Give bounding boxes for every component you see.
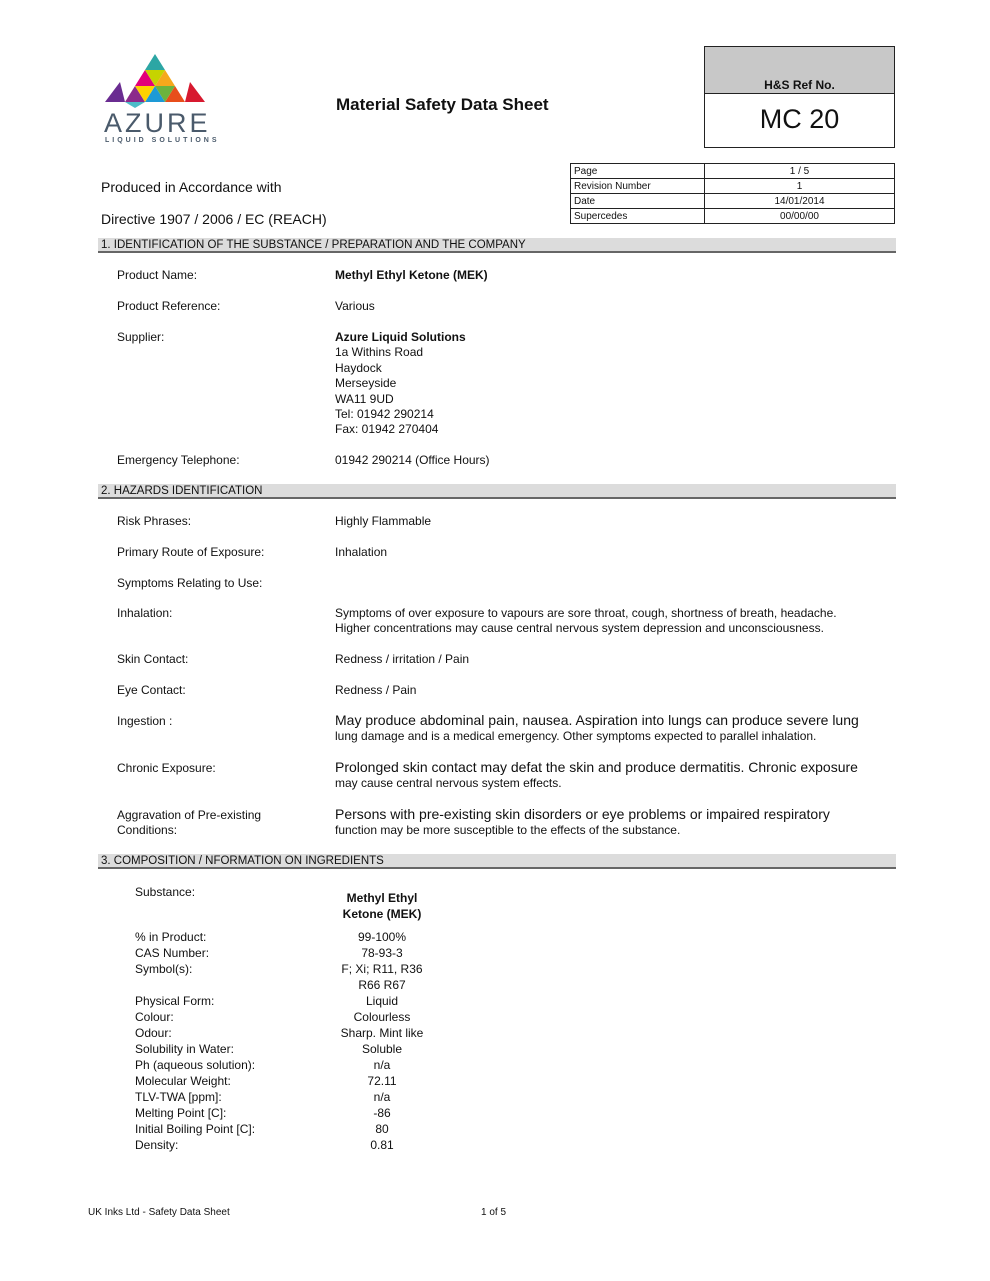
skin-value: Redness / irritation / Pain: [335, 652, 470, 666]
property-value: R66 R67: [358, 978, 406, 992]
substance-label: Substance:: [135, 885, 196, 899]
symptoms-label: Symptoms Relating to Use:: [117, 576, 263, 590]
ingestion-value: [335, 712, 859, 744]
meta-value: 14/01/2014: [705, 194, 895, 209]
eye-label: Eye Contact:: [117, 683, 186, 697]
emergency-value: 01942 290214 (Office Hours): [335, 453, 490, 467]
property-value: -86: [373, 1106, 391, 1120]
property-value: 80: [375, 1122, 389, 1136]
logo-triangles-icon: [100, 52, 210, 108]
composition-labels-2: [135, 993, 255, 1153]
eye-value: Redness / Pain: [335, 683, 417, 697]
skin-label: Skin Contact:: [117, 652, 189, 666]
supplier-block: [335, 330, 466, 438]
product-ref-label: Product Reference:: [117, 299, 221, 313]
route-label: Primary Route of Exposure:: [117, 545, 265, 559]
meta-row-supercedes: [571, 209, 895, 224]
inhalation-label: Inhalation:: [117, 606, 173, 620]
emergency-label: Emergency Telephone:: [117, 453, 240, 467]
supplier-address-line: WA11 9UD: [335, 391, 394, 406]
document-meta-table: [570, 163, 895, 224]
product-name-value: Methyl Ethyl Ketone (MEK): [335, 268, 488, 282]
footer-left: UK Inks Ltd - Safety Data Sheet: [88, 1207, 230, 1218]
property-label: Melting Point [C]:: [135, 1106, 227, 1120]
supplier-address-line: Haydock: [335, 360, 382, 375]
property-label: Colour:: [135, 1010, 174, 1024]
property-value: Liquid: [365, 994, 399, 1008]
meta-key: Supercedes: [571, 209, 705, 224]
ref-label: H&S Ref No.: [705, 47, 894, 94]
property-value: Colourless: [353, 1010, 411, 1024]
product-name-label: Product Name:: [117, 268, 198, 282]
property-label: Solubility in Water:: [135, 1042, 234, 1056]
substance-name-line: Methyl Ethyl: [346, 891, 418, 905]
meta-row-revision: [571, 179, 895, 194]
ingestion-line: May produce abdominal pain, nausea. Aspiration into lungs can produce severe lung: [335, 712, 859, 728]
risk-label: Risk Phrases:: [117, 514, 192, 528]
property-value: 99-100%: [357, 930, 407, 944]
aggravation-value: [335, 806, 830, 838]
aggravation-line: Persons with pre-existing skin disorders or eye problems or impaired respiratory: [335, 806, 830, 822]
ingestion-line: lung damage and is a medical emergency. Other symptoms expected to parallel inhalation.: [335, 729, 817, 743]
composition-labels-1: [135, 929, 209, 977]
property-label: Molecular Weight:: [135, 1074, 231, 1088]
section-1-header: 1. IDENTIFICATION OF THE SUBSTANCE / PREPARATION AND THE COMPANY: [98, 238, 896, 253]
chronic-line: may cause central nervous system effects.: [335, 776, 562, 790]
property-value: n/a: [373, 1058, 391, 1072]
logo-wordmark: AZURE: [104, 108, 211, 138]
property-label: Physical Form:: [135, 994, 215, 1008]
route-value: Inhalation: [335, 545, 388, 559]
document-title: Material Safety Data Sheet: [336, 95, 549, 114]
meta-value: 1: [705, 179, 895, 194]
substance-name: [322, 891, 442, 922]
supplier-address-line: Merseyside: [335, 376, 397, 391]
aggravation-label-line: Conditions:: [117, 823, 178, 838]
meta-key: Revision Number: [571, 179, 705, 194]
inhalation-value: [335, 606, 837, 637]
property-value: F; Xi; R11, R36: [341, 962, 423, 976]
aggravation-line: function may be more susceptible to the effects of the substance.: [335, 823, 681, 837]
property-value: Soluble: [361, 1042, 403, 1056]
substance-name-line: Ketone (MEK): [342, 906, 422, 921]
property-label: TLV-TWA [ppm]:: [135, 1090, 222, 1104]
meta-row-date: [571, 194, 895, 209]
ref-box: [704, 46, 895, 148]
meta-row-page: [571, 164, 895, 179]
property-label: Initial Boiling Point [C]:: [135, 1122, 256, 1136]
composition-values-1: [322, 929, 442, 993]
property-label: Odour:: [135, 1026, 172, 1040]
footer-page-number: 1 of 5: [481, 1207, 507, 1218]
aggravation-label-line: Aggravation of Pre-existing: [117, 808, 262, 822]
chronic-line: Prolonged skin contact may defat the skin and produce dermatitis. Chronic exposure: [335, 759, 858, 775]
chronic-label: Chronic Exposure:: [117, 761, 216, 775]
property-value: Sharp. Mint like: [340, 1026, 424, 1040]
property-label: Symbol(s):: [135, 962, 193, 976]
ref-value: MC 20: [759, 104, 840, 134]
inhalation-line: Symptoms of over exposure to vapours are sore throat, cough, shortness of breath, headache.: [335, 606, 837, 620]
supplier-label: Supplier:: [117, 330, 165, 344]
inhalation-line: Higher concentrations may cause central nervous system depression and unconsciousness.: [335, 621, 824, 636]
property-label: CAS Number:: [135, 946, 210, 960]
logo-tagline: LIQUID SOLUTIONS: [105, 137, 220, 144]
produced-line-1: Produced in Accordance with: [101, 179, 282, 195]
supplier-fax: Fax: 01942 270404: [335, 422, 439, 437]
chronic-value: [335, 759, 858, 791]
property-label: Ph (aqueous solution):: [135, 1058, 256, 1072]
section-2-header: 2. HAZARDS IDENTIFICATION: [98, 484, 896, 499]
property-value: n/a: [373, 1090, 391, 1104]
property-label: Density:: [135, 1138, 179, 1152]
meta-value: 00/00/00: [705, 209, 895, 224]
supplier-address-line: 1a Withins Road: [335, 345, 424, 360]
composition-values-2: [322, 993, 442, 1153]
property-value: 78-93-3: [361, 946, 403, 960]
meta-key: Page: [571, 164, 705, 179]
property-label: % in Product:: [135, 930, 207, 944]
supplier-tel: Tel: 01942 290214: [335, 407, 434, 422]
aggravation-label: [117, 808, 261, 839]
ingestion-label: Ingestion :: [117, 714, 173, 728]
section-3-header: 3. COMPOSITION / NFORMATION ON INGREDIENTS: [98, 854, 896, 869]
risk-value: Highly Flammable: [335, 514, 432, 528]
product-ref-value: Various: [335, 299, 375, 313]
meta-key: Date: [571, 194, 705, 209]
meta-value: 1 / 5: [705, 164, 895, 179]
supplier-name: Azure Liquid Solutions: [335, 330, 466, 344]
produced-line-2: Directive 1907 / 2006 / EC (REACH): [101, 211, 327, 227]
property-value: 0.81: [370, 1138, 394, 1152]
property-value: 72.11: [367, 1074, 397, 1088]
